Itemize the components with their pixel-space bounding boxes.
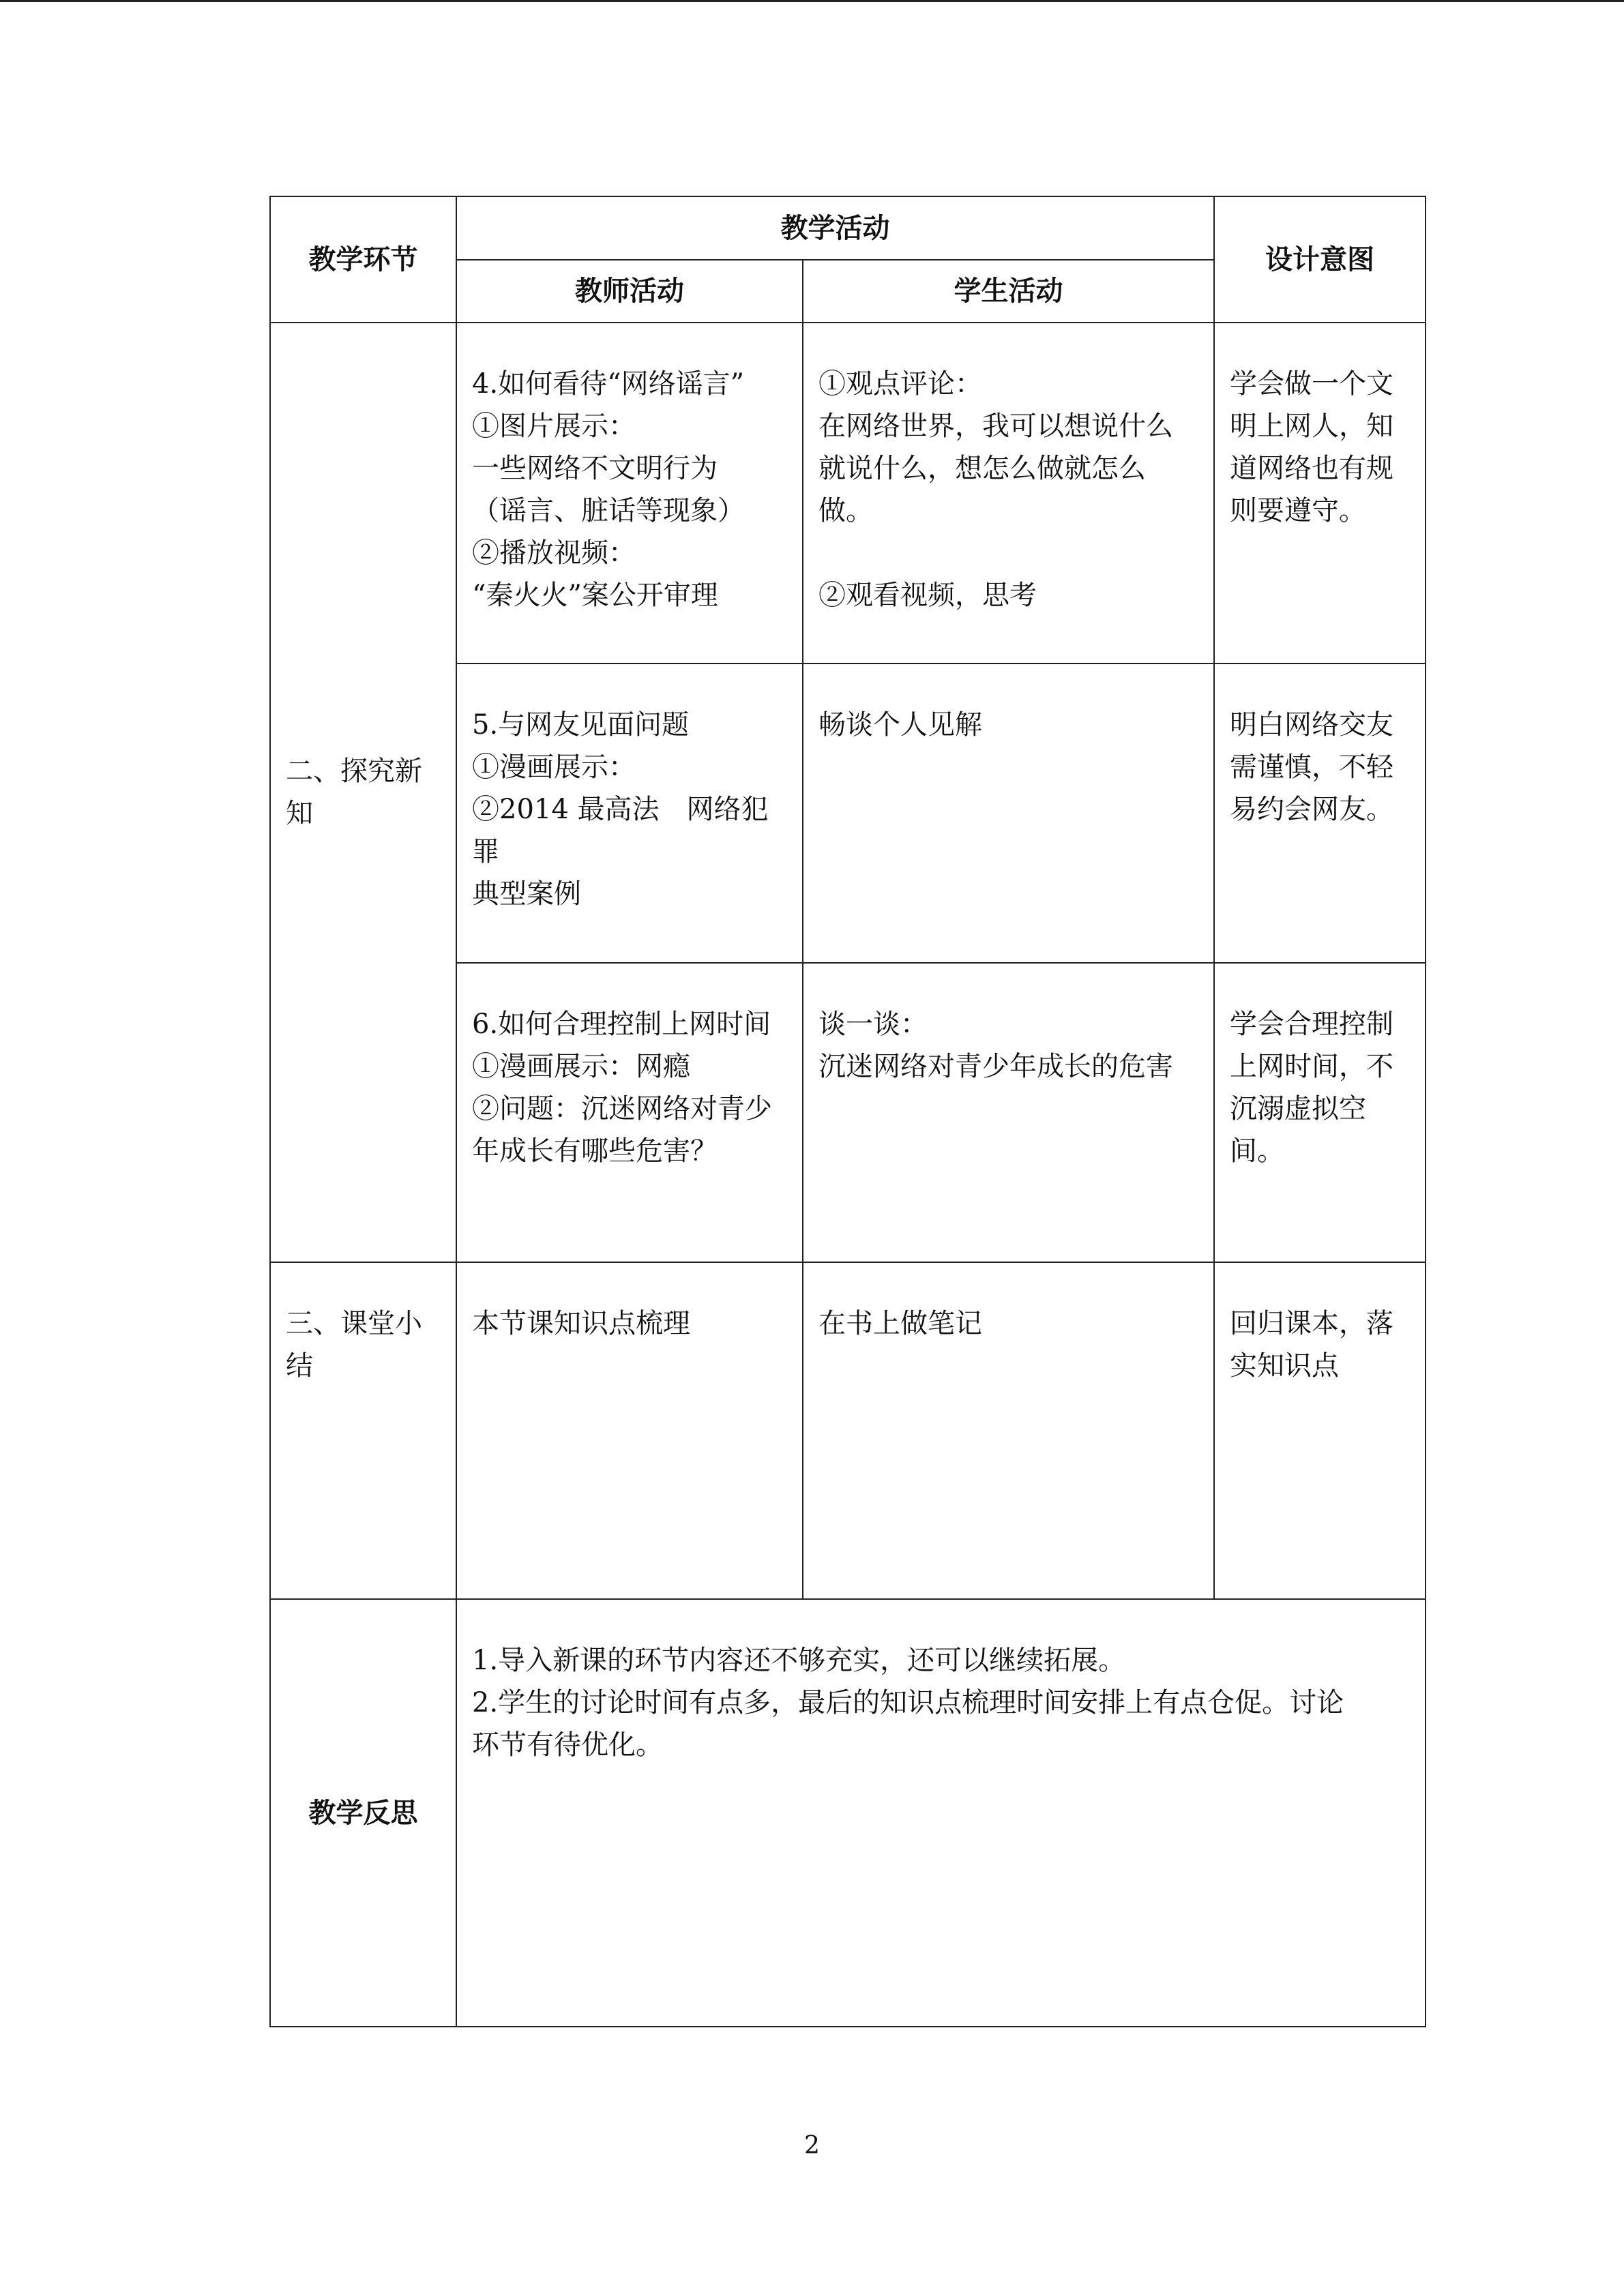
summary-student [803, 1262, 1214, 1599]
top-border-line [0, 0, 1624, 2]
cell-line: 则要遵守。 [1230, 495, 1366, 526]
cell-line: 明上网人，知 [1230, 411, 1393, 442]
reflection-line: 1.导入新课的环节内容还不够充实，还可以继续拓展。 [472, 1645, 1126, 1676]
cell-line: 需谨慎，不轻 [1230, 751, 1393, 783]
cell-line: 做。 [818, 495, 873, 526]
reflection-line: 环节有待优化。 [472, 1729, 663, 1761]
cell-line: ①漫画展示： [472, 751, 636, 783]
section-summary-text: 三、课堂小结 [286, 1308, 422, 1382]
header-stage: 教学环节 [270, 196, 456, 323]
cell-line: 学会合理控制 [1230, 1009, 1393, 1040]
header-teacher: 教师活动 [456, 260, 803, 323]
explore-row1-intent [1214, 323, 1426, 664]
cell-line: ①图片展示： [472, 411, 636, 442]
cell-line: 4.如何看待“网络谣言” [472, 368, 745, 400]
section-explore-label [270, 323, 456, 1262]
cell-line: 沉迷网络对青少年成长的危害 [818, 1051, 1173, 1082]
cell-line: 实知识点 [1230, 1350, 1339, 1382]
explore-row3-intent [1214, 963, 1426, 1262]
page-number: 2 [804, 2132, 820, 2160]
explore-row2-intent [1214, 664, 1426, 963]
lesson-plan-table [269, 196, 1426, 2027]
cell-line: 一些网络不文明行为 [472, 453, 718, 484]
explore-row3-teacher [456, 963, 803, 1262]
cell-line: ①观点评论： [818, 368, 982, 400]
cell-line: 上网时间，不 [1230, 1051, 1393, 1082]
cell-line: （谣言、脏话等现象） [472, 495, 745, 526]
cell-line: 6.如何合理控制上网时间 [472, 1009, 771, 1040]
summary-intent [1214, 1262, 1426, 1599]
reflection-line: 2.学生的讨论时间有点多，最后的知识点梳理时间安排上有点仓促。讨论 [472, 1687, 1344, 1718]
header-intent: 设计意图 [1214, 196, 1426, 323]
cell-line: 谈一谈： [818, 1009, 928, 1040]
cell-line: 在书上做笔记 [818, 1308, 982, 1339]
cell-line: ②问题：沉迷网络对青少 [472, 1093, 772, 1124]
cell-line: ②播放视频： [472, 537, 636, 569]
cell-line: 易约会网友。 [1230, 794, 1393, 825]
explore-row1-student [803, 323, 1214, 664]
cell-line: 沉溺虚拟空 [1230, 1093, 1366, 1124]
reflection-content [456, 1599, 1426, 2027]
cell-line: 在网络世界，我可以想说什么 [818, 411, 1173, 442]
cell-line: 明白网络交友 [1230, 709, 1393, 741]
cell-line: “秦火火”案公开审理 [472, 580, 718, 611]
summary-teacher [456, 1262, 803, 1599]
cell-line: 就说什么，想怎么做就怎么 [818, 453, 1146, 484]
cell-line: 年成长有哪些危害？ [472, 1135, 718, 1167]
cell-line: 学会做一个文 [1230, 368, 1393, 400]
cell-line: ②2014 最高法 网络犯罪 [472, 794, 769, 867]
explore-row2-teacher [456, 664, 803, 963]
cell-line: 回归课本，落 [1230, 1308, 1393, 1339]
explore-row2-student [803, 664, 1214, 963]
reflection-label: 教学反思 [270, 1599, 456, 2027]
cell-line: 间。 [1230, 1135, 1284, 1167]
cell-line [818, 532, 1198, 574]
cell-line: ②观看视频，思考 [818, 580, 1037, 611]
cell-line: 本节课知识点梳理 [472, 1308, 690, 1339]
cell-line: 典型案例 [472, 878, 581, 910]
cell-line: 5.与网友见面问题 [472, 709, 690, 741]
explore-row3-student [803, 963, 1214, 1262]
explore-row1-teacher [456, 323, 803, 664]
section-explore-text: 二、探究新知 [286, 756, 422, 829]
cell-line: 道网络也有规 [1230, 453, 1393, 484]
cell-line: 畅谈个人见解 [818, 709, 982, 741]
header-activity: 教学活动 [456, 196, 1214, 260]
section-summary-label [270, 1262, 456, 1599]
cell-line: ①漫画展示：网瘾 [472, 1051, 690, 1082]
header-student: 学生活动 [803, 260, 1214, 323]
